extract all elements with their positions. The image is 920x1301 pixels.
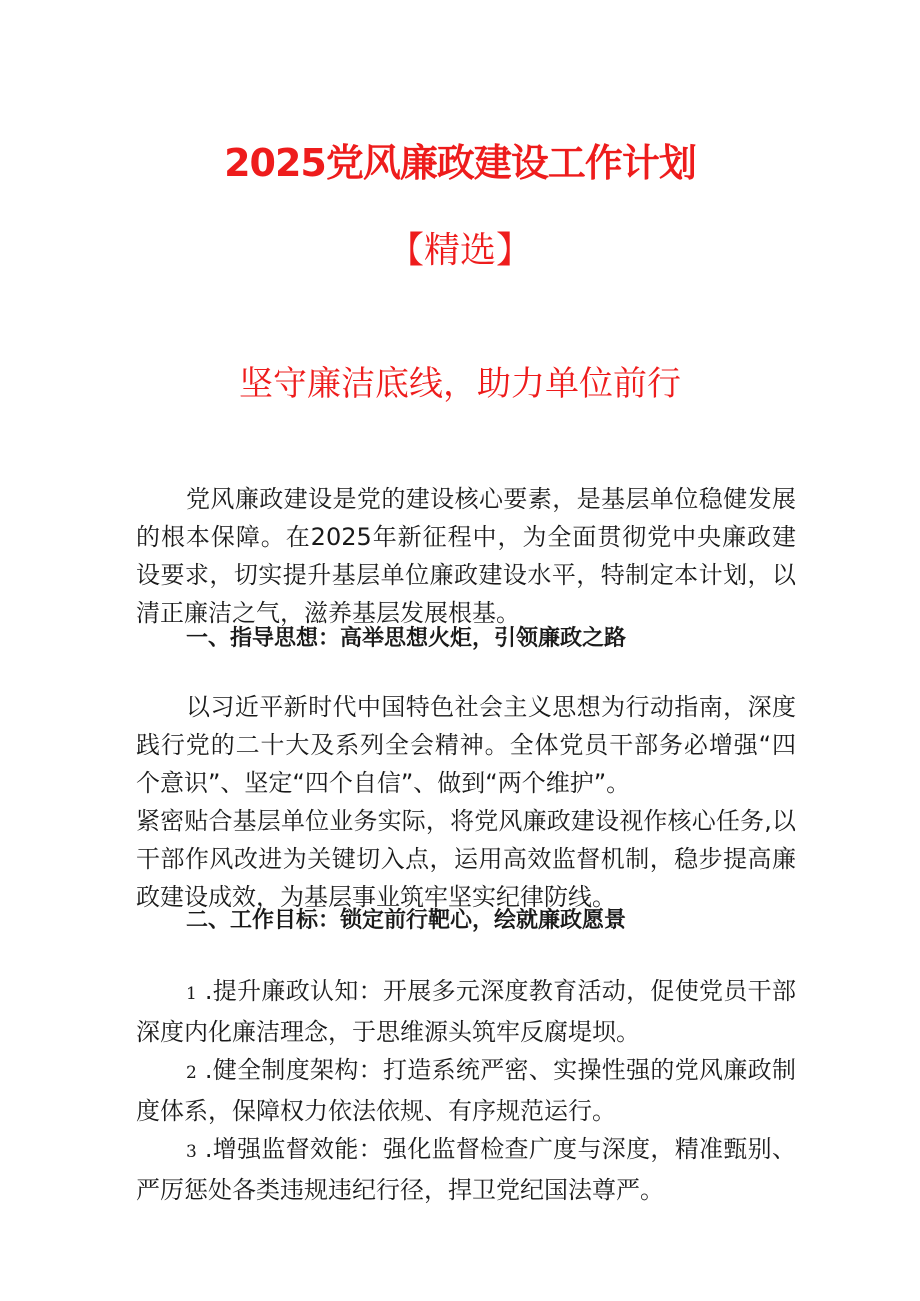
section-2-list [136,972,796,1209]
section-2-heading: 二、工作目标：锁定前行靶心，绘就廉政愿景 [186,908,627,933]
section-1 [136,620,796,658]
section-1-paragraph-1: 以习近平新时代中国特色社会主义思想为行动指南，深度践行党的二十大及系列全会精神。全体党员干部务必增强“四个意识”、坚定“四个自信”、做到“两个维护”。 [136,693,796,797]
list-item-number: 1 [186,984,197,1004]
document-subtitle: 坚守廉洁底线，助力单位前行 [239,364,681,404]
list-item-number: 3 [186,1142,197,1162]
intro-block [136,480,796,632]
list-item [136,972,796,1051]
section-1-paragraph-2: 紧密贴合基层单位业务实际，将党风廉政建设视作核心任务,以干部作风改进为关键切入点，运用高效监督机制，稳步提高廉政建设成效，为基层事业筑牢坚实纪律防线。 [136,807,796,911]
intro-paragraph: 党风廉政建设是党的建设核心要素，是基层单位稳健发展的根本保障。在2025年新征程中，为全面贯彻党中央廉政建设要求，切实提升基层单位廉政建设水平，特制定本计划，以清正廉洁之气，滋养基层发展根基。 [136,485,796,627]
list-item-text: .提升廉政认知：开展多元深度教育活动，促使党员干部深度内化廉洁理念，于思维源头筑牢反腐堤坝。 [136,977,796,1046]
list-item [136,1051,796,1130]
document-title: 2025党风廉政建设工作计划 [224,141,696,185]
list-item-text: .增强监督效能：强化监督检查广度与深度，精准甄别、严厉惩处各类违规违纪行径，捍卫党纪国法尊严。 [136,1135,796,1204]
list-item [136,1130,796,1209]
section-1-body [136,688,796,916]
list-item-text: .健全制度架构：打造系统严密、实操性强的党风廉政制度体系，保障权力依法依规、有序规范运行。 [136,1056,796,1125]
document-tag: 【精选】 [387,230,532,271]
section-2 [136,902,796,940]
list-item-number: 2 [186,1063,197,1083]
section-1-heading: 一、指导思想：高举思想火炬，引领廉政之路 [186,626,627,651]
